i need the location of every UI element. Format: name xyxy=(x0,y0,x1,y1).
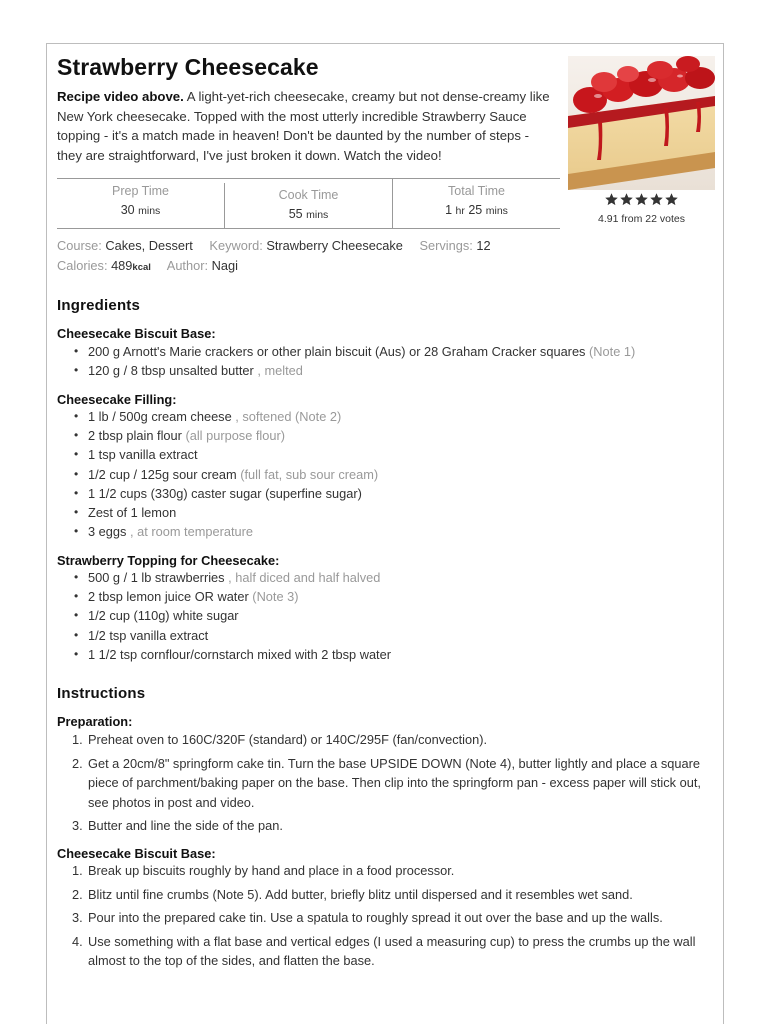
ingredient-item xyxy=(57,587,717,606)
time-number: 1 xyxy=(445,203,453,217)
recipe-title: Strawberry Cheesecake xyxy=(57,54,319,80)
ingredient-list xyxy=(57,407,717,541)
instruction-group-title: Cheesecake Biscuit Base: xyxy=(57,846,216,861)
ingredient-text: 1/2 cup (110g) white sugar xyxy=(88,608,239,624)
ingredient-text: 1/2 cup / 125g sour cream xyxy=(88,466,237,482)
instruction-group-title: Preparation: xyxy=(57,714,133,729)
ingredient-text: 1 tsp vanilla extract xyxy=(88,447,198,463)
star-icon[interactable] xyxy=(604,192,619,207)
ingredient-note: , softened (Note 2) xyxy=(231,409,342,424)
servings-label: Servings: xyxy=(419,238,473,253)
time-number: 25 xyxy=(468,203,483,217)
instruction-list xyxy=(57,861,717,975)
ingredient-item xyxy=(57,606,717,625)
ingredient-text: 2 tbsp plain flour xyxy=(88,428,182,444)
ingredient-note: (Note 1) xyxy=(585,344,636,359)
instruction-step xyxy=(57,861,717,881)
time-unit: hr xyxy=(455,205,465,217)
instruction-step xyxy=(57,908,717,928)
instruction-step xyxy=(57,885,717,905)
time-label: Total Time xyxy=(448,184,505,198)
course-value: Cakes, Dessert xyxy=(105,238,193,253)
recipe-card xyxy=(46,43,724,1024)
summary-text: A light-yet-rich cheesecake, creamy but not dense-creamy like New York cheesecake. Topped with the most utterly incredible Strawberry Sauce topping - it's a match made in heaven! Don't be daunted by the number of steps - they are straightforward, I've just broken it down. Watch the video! xyxy=(57,89,550,163)
step-text: Preheat oven to 160C/320F (standard) or 140C/295F (fan/convection). xyxy=(88,732,488,747)
time-label: Prep Time xyxy=(112,184,169,198)
time-block xyxy=(57,179,224,228)
ingredient-item xyxy=(57,465,717,484)
ingredient-note: , melted xyxy=(253,363,303,379)
recipe-summary xyxy=(57,87,557,165)
instruction-step xyxy=(57,816,717,836)
summary-bold: Recipe video above. xyxy=(57,89,184,104)
ingredient-note: (full fat, sub sour cream) xyxy=(236,466,379,482)
ingredient-item xyxy=(57,503,717,522)
time-number: 30 xyxy=(120,203,135,217)
ingredient-text: 2 tbsp lemon juice OR water xyxy=(88,589,249,605)
calories-unit: kcal xyxy=(132,262,151,273)
step-number: 3. xyxy=(72,910,83,925)
ingredient-list xyxy=(57,568,717,664)
instruction-step xyxy=(57,730,717,750)
ingredient-item xyxy=(57,426,717,445)
ingredient-note: (all purpose flour) xyxy=(181,428,286,444)
instruction-list xyxy=(57,730,717,840)
ingredient-group-title: Strawberry Topping for Cheesecake: xyxy=(57,553,280,568)
step-text: Use something with a flat base and vertical edges (I used a measuring cup) to press the crumbs up the wall almost to the top of the sides, and flatten the base. xyxy=(88,933,696,968)
ingredient-text: 120 g / 8 tbsp unsalted butter xyxy=(88,363,254,379)
instructions-heading: Instructions xyxy=(57,685,146,702)
ingredient-item xyxy=(57,568,717,587)
ingredient-text: 200 g Arnott's Marie crackers or other plain biscuit (Aus) or 28 Graham Cracker squares xyxy=(88,344,586,359)
time-value xyxy=(57,203,224,217)
star-icon[interactable] xyxy=(664,192,679,207)
ingredients-heading: Ingredients xyxy=(57,297,141,314)
time-value xyxy=(225,207,392,221)
ingredient-text: 1/2 tsp vanilla extract xyxy=(88,627,209,643)
rating-stars[interactable] xyxy=(568,192,715,207)
time-unit: mins xyxy=(138,205,161,217)
recipe-meta-row-2 xyxy=(57,258,238,273)
course-label: Course: xyxy=(57,238,102,253)
ingredient-text: Zest of 1 lemon xyxy=(88,504,177,520)
ingredient-group-title: Cheesecake Filling: xyxy=(57,392,177,407)
instruction-step xyxy=(57,754,717,813)
recipe-meta-row-1 xyxy=(57,238,491,253)
star-icon[interactable] xyxy=(634,192,649,207)
ingredient-group-title: Cheesecake Biscuit Base: xyxy=(57,326,216,341)
ingredient-note: (Note 3) xyxy=(248,589,299,605)
ingredient-note: , at room temperature xyxy=(126,524,254,540)
time-block xyxy=(224,183,392,228)
star-icon[interactable] xyxy=(619,192,634,207)
ingredient-list xyxy=(57,342,717,380)
step-text: Get a 20cm/8" springform cake tin. Turn the base UPSIDE DOWN (Note 4), butter lightly and place a square piece of parchment/baking paper on the base. Then clip into the springform pan - excess paper will stick out, see photos in post and video. xyxy=(88,755,701,810)
rating-text: 4.91 from 22 votes xyxy=(598,213,685,225)
calories-label: Calories: xyxy=(57,258,108,273)
recipe-photo xyxy=(568,56,715,190)
ingredient-item xyxy=(57,645,717,664)
time-number: 55 xyxy=(288,207,303,221)
instruction-step xyxy=(57,932,717,971)
step-number: 1. xyxy=(72,732,83,747)
ingredient-text: 500 g / 1 lb strawberries xyxy=(88,570,225,585)
ingredient-item xyxy=(57,342,717,361)
time-label: Cook Time xyxy=(278,188,339,202)
recipe-times xyxy=(57,178,560,229)
step-number: 2. xyxy=(72,886,83,902)
ingredient-text: 1 lb / 500g cream cheese xyxy=(88,409,232,424)
ingredient-text: 1 1/2 tsp cornflour/cornstarch mixed with 2 tbsp water xyxy=(88,646,391,662)
ingredient-item xyxy=(57,484,717,503)
ingredient-item xyxy=(57,522,717,541)
author-label: Author: xyxy=(166,258,209,273)
step-text: Butter and line the side of the pan. xyxy=(88,818,283,833)
step-text: Pour into the prepared cake tin. Use a spatula to roughly spread it out over the base and up the walls. xyxy=(88,910,663,925)
author-value: Nagi xyxy=(211,258,238,273)
ingredient-text: 3 eggs xyxy=(88,524,127,540)
step-text: Blitz until fine crumbs (Note 5). Add butter, briefly blitz until dispersed and it resembles wet sand. xyxy=(88,886,633,902)
ingredient-item xyxy=(57,407,717,426)
time-unit: mins xyxy=(306,209,329,221)
ingredient-item xyxy=(57,626,717,645)
servings-value[interactable]: 12 xyxy=(476,238,491,253)
step-number: 1. xyxy=(72,863,83,878)
step-number: 2. xyxy=(72,755,83,771)
step-text: Break up biscuits roughly by hand and place in a food processor. xyxy=(88,863,455,878)
step-number: 4. xyxy=(72,933,83,949)
keyword-label: Keyword: xyxy=(209,238,263,253)
time-unit: mins xyxy=(485,205,508,217)
time-value xyxy=(393,203,560,217)
keyword-value: Strawberry Cheesecake xyxy=(266,238,403,253)
star-icon[interactable] xyxy=(649,192,664,207)
time-block xyxy=(392,179,560,228)
recipe-rating xyxy=(568,192,715,225)
step-number: 3. xyxy=(72,818,83,833)
ingredient-text: 1 1/2 cups (330g) caster sugar (superfine sugar) xyxy=(88,485,362,501)
calories-value: 489 xyxy=(111,258,133,273)
ingredient-item xyxy=(57,445,717,464)
ingredient-note: , half diced and half halved xyxy=(224,570,381,585)
ingredient-item xyxy=(57,361,717,380)
